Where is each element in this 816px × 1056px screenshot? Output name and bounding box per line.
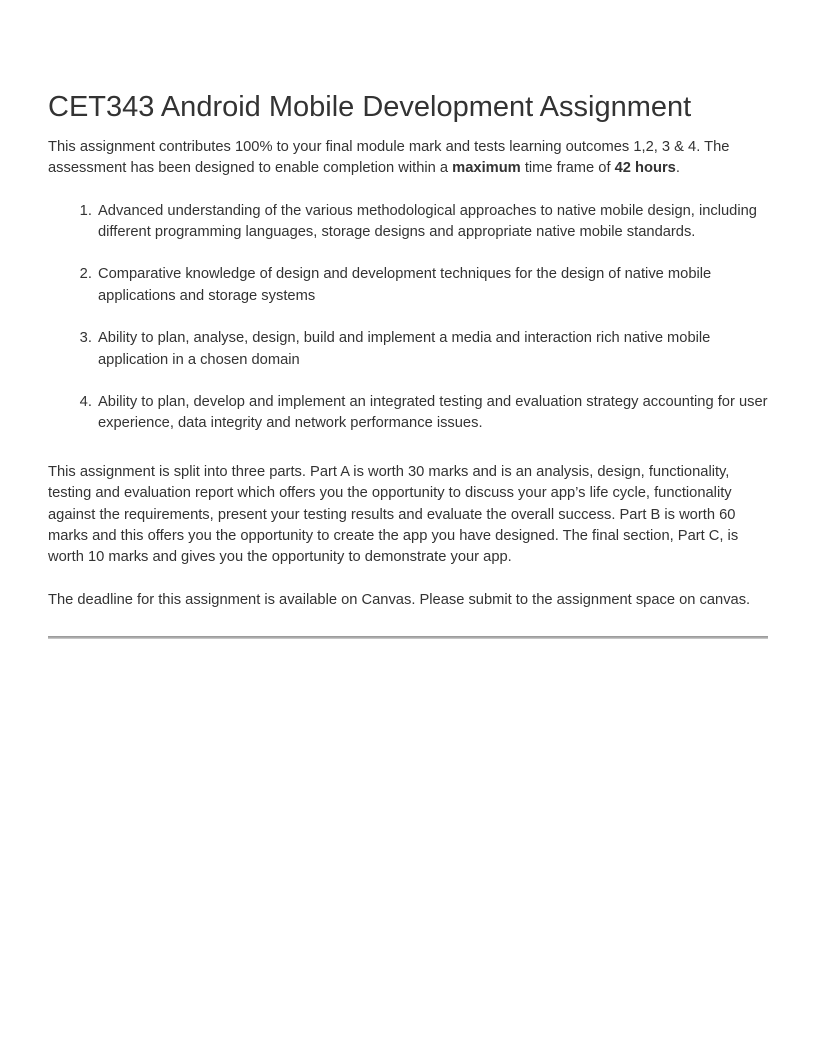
learning-outcomes-list xyxy=(48,201,768,435)
page-title: CET343 Android Mobile Development Assignment xyxy=(48,91,692,123)
list-item: 3. Ability to plan, analyse, design, build and implement a media and interaction rich native mobile application in a chosen domain xyxy=(96,328,768,371)
list-item: 4. Ability to plan, develop and implement an integrated testing and evaluation strategy accounting for user experience, data integrity and network performance issues. xyxy=(96,392,768,435)
list-item: 1. Advanced understanding of the various methodological approaches to native mobile design, including different programming languages, storage designs and appropriate native mobile standards. xyxy=(96,201,768,244)
intro-text-between: time frame of xyxy=(520,160,615,177)
intro-paragraph xyxy=(48,137,768,180)
deadline-paragraph: The deadline for this assignment is available on Canvas. Please submit to the assignment space on canvas. xyxy=(48,591,751,608)
parts-paragraph: This assignment is split into three parts. Part A is worth 30 marks and is an analysis, design, functionality, testing and evaluation report which offers you the opportunity to discuss your app’s life cycle, functionality against the requirements, present your testing results and evaluate the overall success. Part B is worth 60 marks and this offers you the opportunity to create the app you have designed. The final section, Part C, is worth 10 marks and gives you the opportunity to demonstrate your app. xyxy=(48,463,739,566)
section-divider xyxy=(48,636,768,639)
intro-bold-maximum: maximum xyxy=(452,160,521,177)
list-item: 2. Comparative knowledge of design and development techniques for the design of native mobile applications and storage systems xyxy=(96,264,768,307)
intro-text-after: . xyxy=(675,160,680,177)
intro-text-before: This assignment contributes 100% to your final module mark and tests learning outcomes 1,2, 3 & 4. The assessment has been designed to enable completion within a xyxy=(48,138,730,177)
intro-bold-42-hours: 42 hours xyxy=(614,160,676,177)
